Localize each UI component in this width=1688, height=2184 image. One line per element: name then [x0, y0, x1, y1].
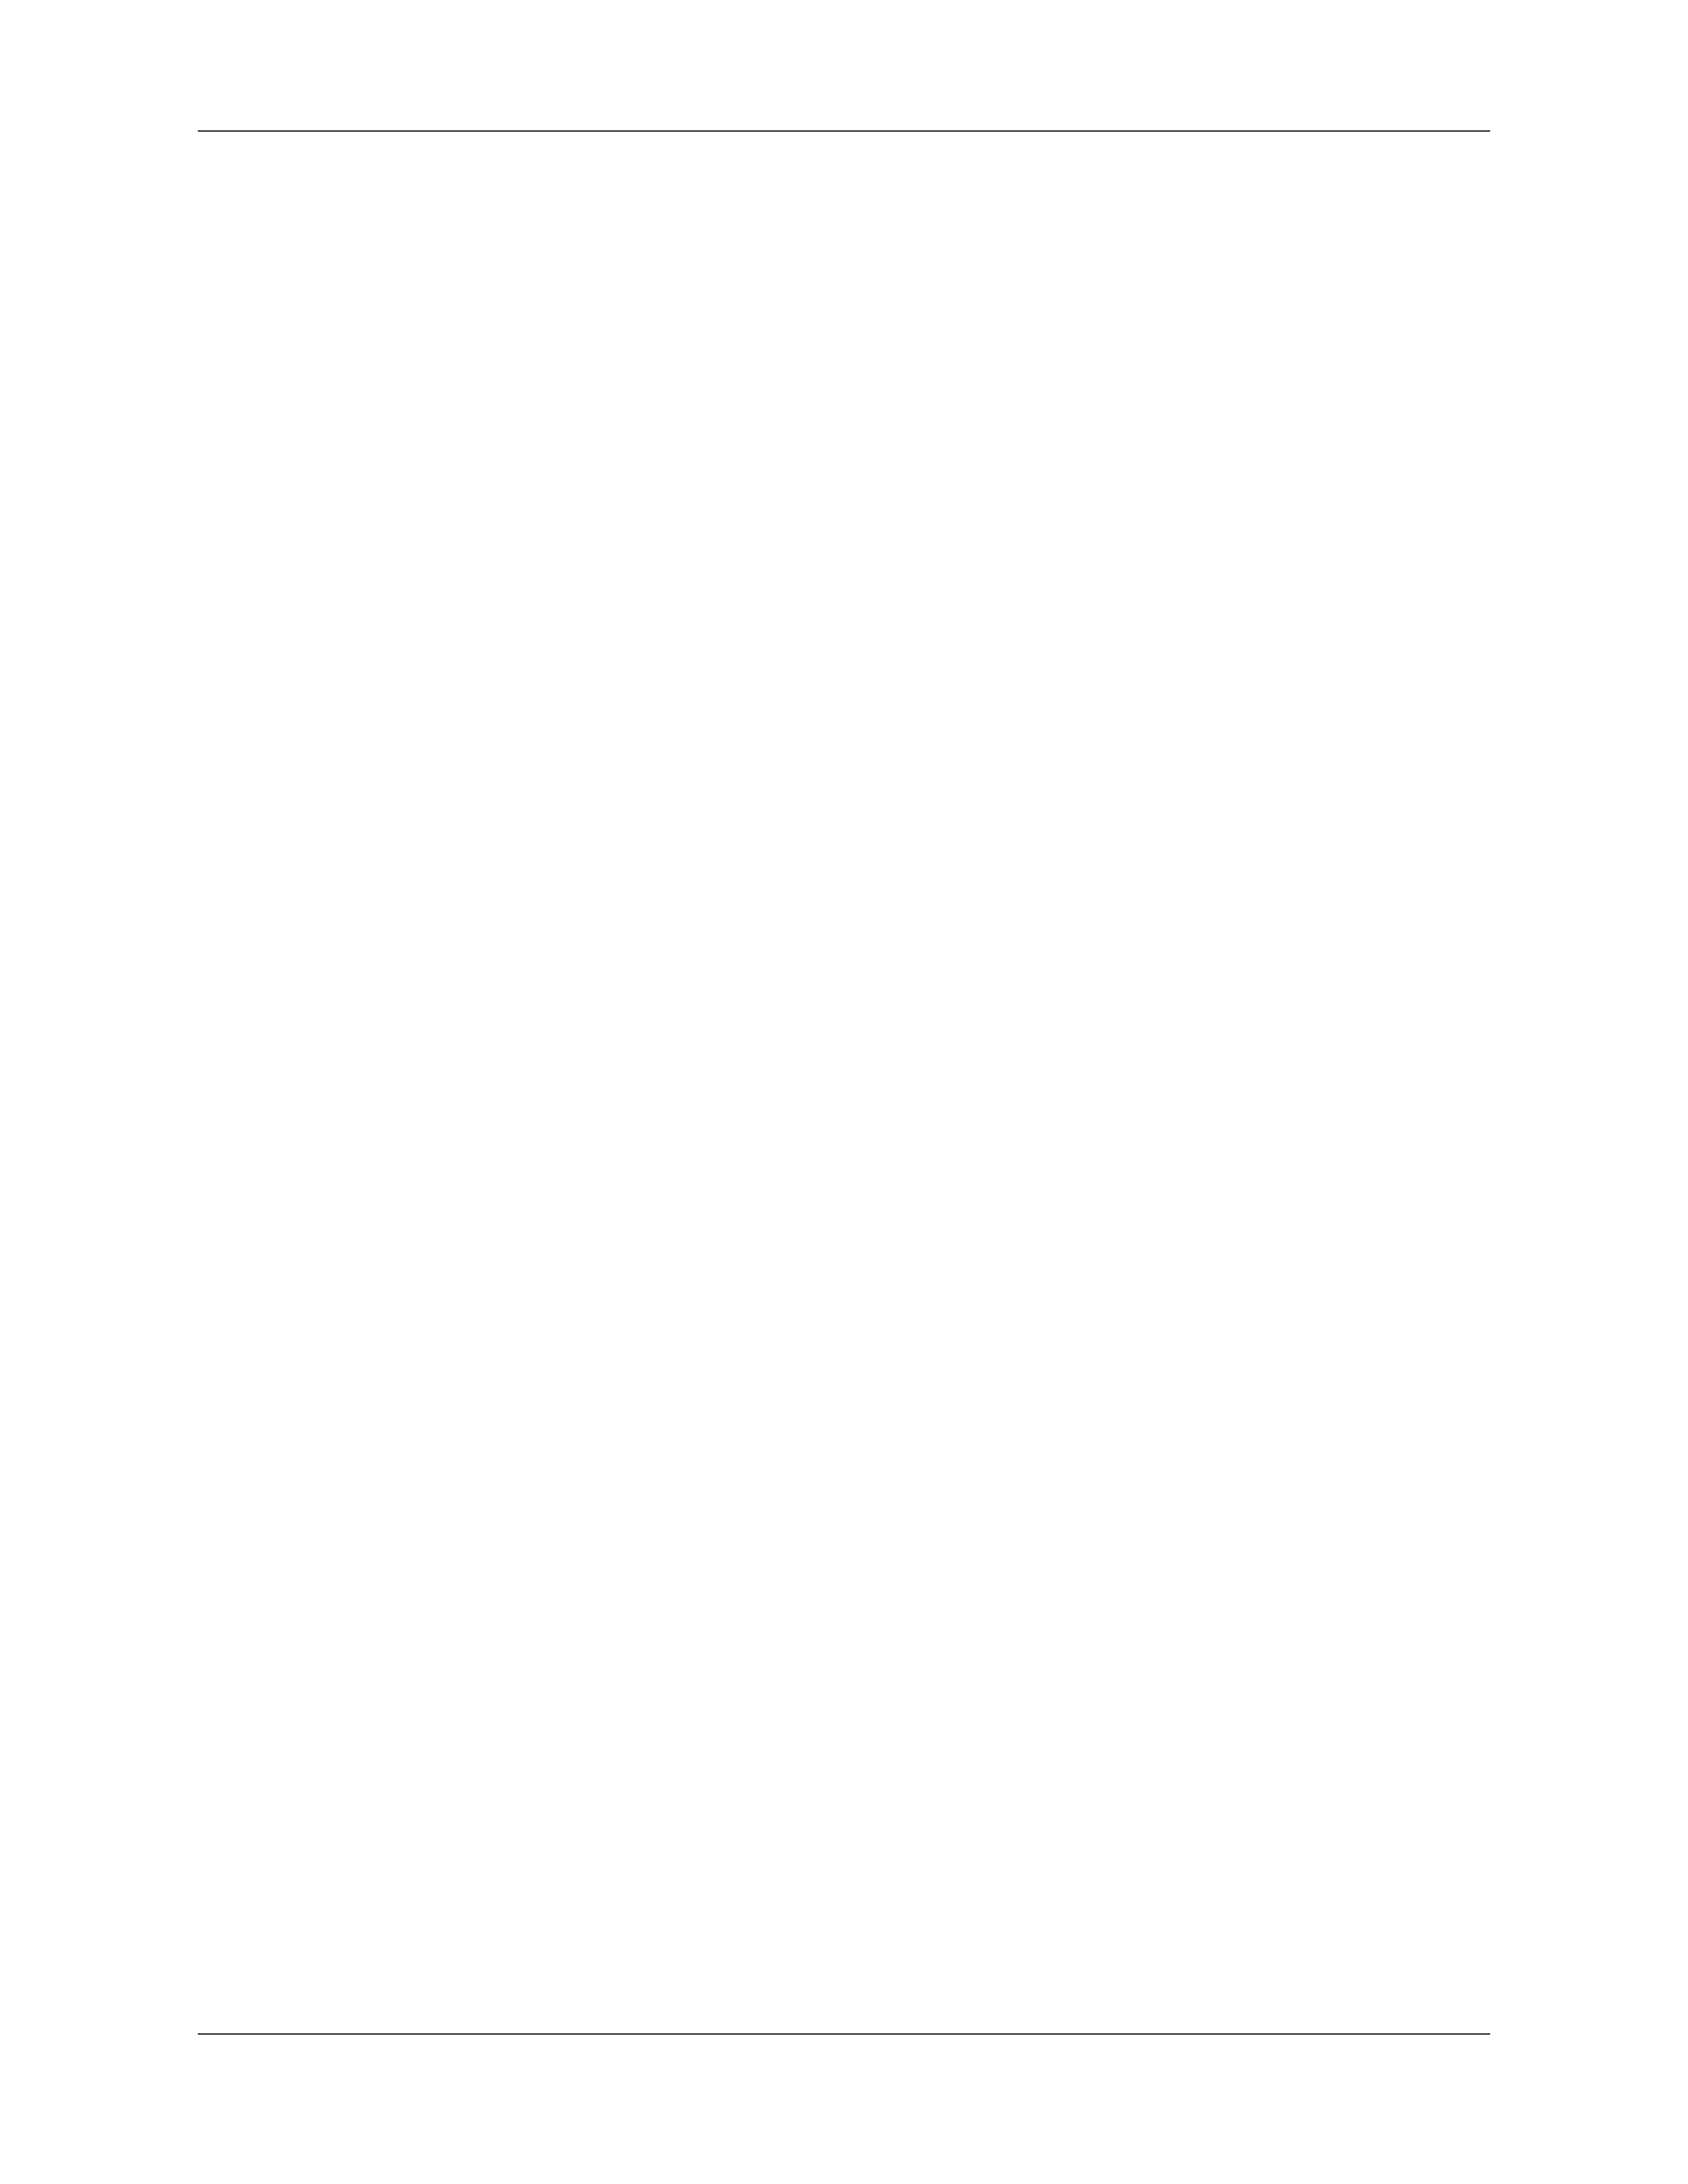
- footer-divider: [198, 2033, 1490, 2035]
- section-heading: [198, 783, 219, 831]
- page-header: [198, 89, 1490, 132]
